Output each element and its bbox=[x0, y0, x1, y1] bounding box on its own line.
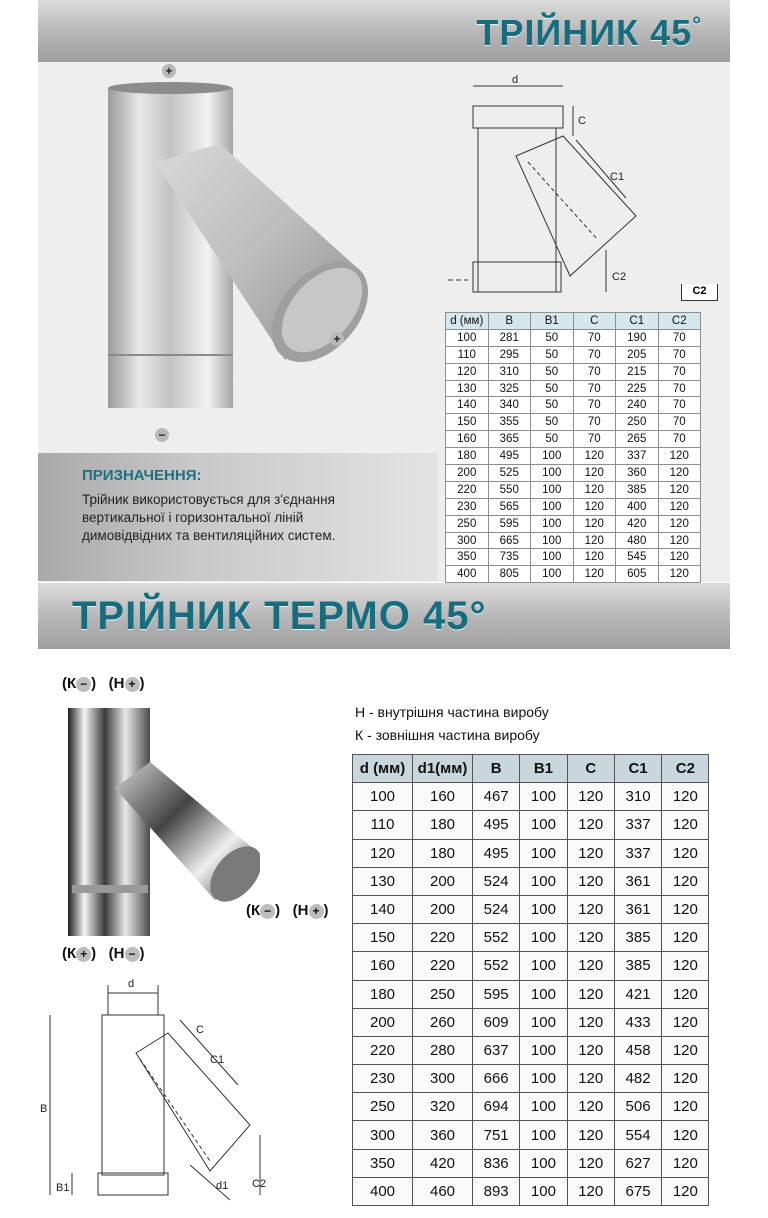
table-cell: 70 bbox=[658, 431, 701, 448]
table-row bbox=[353, 839, 709, 867]
table-cell: 120 bbox=[658, 532, 701, 549]
table-cell: 200 bbox=[413, 867, 473, 895]
table-cell: 260 bbox=[413, 1008, 473, 1036]
table-cell: 545 bbox=[616, 549, 659, 566]
table-cell: 120 bbox=[658, 465, 701, 482]
table-cell: 480 bbox=[616, 532, 659, 549]
table-cell: 495 bbox=[488, 448, 531, 465]
table-cell: 735 bbox=[488, 549, 531, 566]
table-cell: 120 bbox=[567, 924, 614, 952]
table-row bbox=[353, 1065, 709, 1093]
purpose-text: Трійник використовується для з'єднання вертикальної і горизонтальної ліній димовідвідних та вентиляційних систем. bbox=[82, 492, 336, 543]
table-cell: 70 bbox=[658, 414, 701, 431]
table-cell: 100 bbox=[520, 1177, 567, 1205]
table-cell: 350 bbox=[446, 549, 489, 566]
table-cell: 100 bbox=[520, 811, 567, 839]
drawing1-label-d: d bbox=[512, 74, 519, 86]
drawing2-label-b: B bbox=[40, 1103, 48, 1115]
table-cell: 361 bbox=[614, 867, 661, 895]
table-cell: 205 bbox=[616, 346, 659, 363]
minus-sign: − bbox=[260, 904, 275, 919]
table-cell: 150 bbox=[446, 414, 489, 431]
tee-product-image bbox=[100, 70, 380, 450]
table-cell: 120 bbox=[662, 867, 709, 895]
table-cell: 250 bbox=[446, 515, 489, 532]
table-cell: 310 bbox=[614, 783, 661, 811]
table-cell: 100 bbox=[520, 867, 567, 895]
table-row bbox=[446, 532, 701, 549]
table-cell: 552 bbox=[473, 952, 520, 980]
table-cell: 130 bbox=[353, 867, 413, 895]
table-cell: 230 bbox=[446, 498, 489, 515]
table-cell: 70 bbox=[658, 397, 701, 414]
table-cell: 893 bbox=[473, 1177, 520, 1205]
table-cell: 805 bbox=[488, 566, 531, 583]
table-cell: 120 bbox=[567, 1177, 614, 1205]
table-cell: 751 bbox=[473, 1121, 520, 1149]
table-cell: 70 bbox=[573, 329, 616, 346]
table-cell: 250 bbox=[616, 414, 659, 431]
table-row bbox=[446, 380, 701, 397]
table-cell: 120 bbox=[353, 839, 413, 867]
table-row bbox=[353, 1093, 709, 1121]
table-cell: 120 bbox=[567, 952, 614, 980]
table-cell: 120 bbox=[662, 1036, 709, 1064]
t2-header-cell: B1 bbox=[520, 755, 567, 783]
table-cell: 525 bbox=[488, 465, 531, 482]
table-row bbox=[446, 566, 701, 583]
table-cell: 120 bbox=[567, 867, 614, 895]
table-cell: 120 bbox=[662, 924, 709, 952]
table-cell: 220 bbox=[446, 481, 489, 498]
table-cell: 524 bbox=[473, 867, 520, 895]
table-row bbox=[353, 1036, 709, 1064]
table-cell: 225 bbox=[616, 380, 659, 397]
c2-label-box: C2 bbox=[681, 284, 718, 301]
table-cell: 120 bbox=[573, 465, 616, 482]
table-cell: 300 bbox=[353, 1121, 413, 1149]
label-k-plus-h-minus-bottom: (К + ) (Н − ) bbox=[62, 945, 145, 962]
thermo-tee-technical-drawing bbox=[40, 975, 280, 1205]
table-cell: 100 bbox=[531, 448, 574, 465]
table-cell: 421 bbox=[614, 980, 661, 1008]
table-cell: 295 bbox=[488, 346, 531, 363]
table-cell: 300 bbox=[446, 532, 489, 549]
t2-header-cell: C1 bbox=[614, 755, 661, 783]
table-cell: 70 bbox=[573, 414, 616, 431]
table-cell: 160 bbox=[446, 431, 489, 448]
table-cell: 70 bbox=[658, 363, 701, 380]
table-cell: 70 bbox=[573, 380, 616, 397]
table-cell: 665 bbox=[488, 532, 531, 549]
table-cell: 70 bbox=[658, 346, 701, 363]
table-cell: 50 bbox=[531, 431, 574, 448]
table-cell: 495 bbox=[473, 811, 520, 839]
table-cell: 120 bbox=[446, 363, 489, 380]
table-cell: 100 bbox=[531, 532, 574, 549]
t1-header-cell: C1 bbox=[616, 313, 659, 330]
table-cell: 50 bbox=[531, 414, 574, 431]
table-cell: 320 bbox=[413, 1093, 473, 1121]
table-cell: 100 bbox=[531, 481, 574, 498]
table-row bbox=[446, 498, 701, 515]
table-cell: 180 bbox=[446, 448, 489, 465]
table-cell: 100 bbox=[520, 783, 567, 811]
table-row bbox=[353, 924, 709, 952]
table-cell: 180 bbox=[413, 811, 473, 839]
table-cell: 100 bbox=[520, 924, 567, 952]
t2-header-cell: B bbox=[473, 755, 520, 783]
table-row bbox=[353, 1008, 709, 1036]
drawing2-label-c: C bbox=[196, 1024, 204, 1036]
plus-sign: + bbox=[125, 677, 140, 692]
table-cell: 100 bbox=[520, 895, 567, 923]
table-cell: 280 bbox=[413, 1036, 473, 1064]
table-cell: 120 bbox=[573, 566, 616, 583]
table-cell: 100 bbox=[531, 566, 574, 583]
table-row bbox=[446, 363, 701, 380]
table-cell: 337 bbox=[616, 448, 659, 465]
table-cell: 385 bbox=[616, 481, 659, 498]
table-cell: 120 bbox=[658, 498, 701, 515]
plus-sign: + bbox=[309, 904, 324, 919]
table-cell: 230 bbox=[353, 1065, 413, 1093]
table-cell: 400 bbox=[353, 1177, 413, 1205]
table-cell: 250 bbox=[413, 980, 473, 1008]
t1-header-cell: B bbox=[488, 313, 531, 330]
table-cell: 220 bbox=[413, 952, 473, 980]
table-cell: 110 bbox=[353, 811, 413, 839]
table-cell: 50 bbox=[531, 329, 574, 346]
table-row bbox=[446, 414, 701, 431]
table-row bbox=[446, 448, 701, 465]
legend-k: К - зовнішня частина виробу bbox=[355, 727, 540, 743]
table-cell: 160 bbox=[413, 783, 473, 811]
table-cell: 400 bbox=[446, 566, 489, 583]
table-cell: 400 bbox=[616, 498, 659, 515]
table-cell: 355 bbox=[488, 414, 531, 431]
table-cell: 100 bbox=[520, 1008, 567, 1036]
table-row bbox=[353, 811, 709, 839]
table-cell: 310 bbox=[488, 363, 531, 380]
table-cell: 110 bbox=[446, 346, 489, 363]
table-row bbox=[446, 346, 701, 363]
drawing1-label-c1: C1 bbox=[610, 171, 625, 183]
table-row bbox=[353, 783, 709, 811]
table-row bbox=[446, 465, 701, 482]
table-cell: 265 bbox=[616, 431, 659, 448]
table-cell: 420 bbox=[616, 515, 659, 532]
table-cell: 100 bbox=[531, 465, 574, 482]
table-cell: 120 bbox=[567, 1149, 614, 1177]
table-cell: 120 bbox=[567, 1121, 614, 1149]
table-cell: 337 bbox=[614, 811, 661, 839]
table-cell: 160 bbox=[353, 952, 413, 980]
label-k-minus-h-plus-top: (К − ) (Н + ) bbox=[62, 675, 145, 692]
table-cell: 120 bbox=[567, 1065, 614, 1093]
table-cell: 215 bbox=[616, 363, 659, 380]
table-cell: 524 bbox=[473, 895, 520, 923]
table-cell: 120 bbox=[573, 515, 616, 532]
table-cell: 120 bbox=[662, 980, 709, 1008]
table-row bbox=[446, 549, 701, 566]
minus-sign: − bbox=[125, 947, 140, 962]
table-cell: 100 bbox=[520, 1065, 567, 1093]
table-cell: 675 bbox=[614, 1177, 661, 1205]
minus-sign: − bbox=[76, 677, 91, 692]
drawing2-label-d1: d1 bbox=[216, 1180, 229, 1192]
t2-header-cell: C bbox=[567, 755, 614, 783]
table-cell: 100 bbox=[531, 498, 574, 515]
table-cell: 385 bbox=[614, 924, 661, 952]
table-cell: 70 bbox=[658, 329, 701, 346]
table-row bbox=[353, 952, 709, 980]
table-cell: 50 bbox=[531, 363, 574, 380]
table-cell: 120 bbox=[658, 448, 701, 465]
table-row bbox=[446, 481, 701, 498]
table-cell: 200 bbox=[446, 465, 489, 482]
table-cell: 100 bbox=[520, 1093, 567, 1121]
tee-technical-drawing bbox=[448, 70, 678, 302]
table-cell: 460 bbox=[413, 1177, 473, 1205]
table-cell: 120 bbox=[662, 952, 709, 980]
t2-header-cell: d (мм) bbox=[353, 755, 413, 783]
drawing2-label-b1: B1 bbox=[56, 1182, 70, 1194]
table-cell: 220 bbox=[413, 924, 473, 952]
table-cell: 100 bbox=[531, 549, 574, 566]
table-cell: 190 bbox=[616, 329, 659, 346]
table-cell: 120 bbox=[573, 448, 616, 465]
table-cell: 120 bbox=[662, 839, 709, 867]
table-cell: 350 bbox=[353, 1149, 413, 1177]
table-cell: 495 bbox=[473, 839, 520, 867]
table-cell: 433 bbox=[614, 1008, 661, 1036]
table-row bbox=[353, 867, 709, 895]
table-cell: 120 bbox=[662, 895, 709, 923]
table-cell: 100 bbox=[531, 515, 574, 532]
table-cell: 120 bbox=[662, 811, 709, 839]
table-cell: 120 bbox=[658, 566, 701, 583]
table-cell: 595 bbox=[488, 515, 531, 532]
table-cell: 180 bbox=[413, 839, 473, 867]
table-cell: 100 bbox=[353, 783, 413, 811]
table-row bbox=[353, 1177, 709, 1205]
section2-spec-table bbox=[352, 754, 709, 1206]
table-cell: 605 bbox=[616, 566, 659, 583]
table-cell: 70 bbox=[573, 346, 616, 363]
table-cell: 482 bbox=[614, 1065, 661, 1093]
table-cell: 365 bbox=[488, 431, 531, 448]
t1-header-cell: B1 bbox=[531, 313, 574, 330]
t1-header-cell: d (мм) bbox=[446, 313, 489, 330]
table-cell: 120 bbox=[573, 498, 616, 515]
table-cell: 627 bbox=[614, 1149, 661, 1177]
table-cell: 140 bbox=[446, 397, 489, 414]
table-cell: 100 bbox=[520, 1149, 567, 1177]
table-cell: 70 bbox=[658, 380, 701, 397]
table-cell: 554 bbox=[614, 1121, 661, 1149]
plus-sign-top: + bbox=[162, 64, 176, 78]
section1-spec-table bbox=[445, 312, 701, 583]
drawing1-label-c: C bbox=[578, 115, 586, 127]
drawing1-label-c2: C2 bbox=[612, 271, 627, 283]
t1-header-cell: C bbox=[573, 313, 616, 330]
table-cell: 666 bbox=[473, 1065, 520, 1093]
table-cell: 120 bbox=[567, 1093, 614, 1121]
table-cell: 281 bbox=[488, 329, 531, 346]
table-cell: 120 bbox=[573, 549, 616, 566]
table-cell: 120 bbox=[567, 980, 614, 1008]
drawing2-label-d: d bbox=[128, 978, 135, 990]
table-row bbox=[353, 1149, 709, 1177]
table-cell: 637 bbox=[473, 1036, 520, 1064]
table-cell: 120 bbox=[567, 1008, 614, 1036]
table-cell: 120 bbox=[567, 895, 614, 923]
label-k-minus-h-plus-branch: (К − ) (Н + ) bbox=[246, 902, 329, 919]
table-cell: 220 bbox=[353, 1036, 413, 1064]
table-cell: 50 bbox=[531, 380, 574, 397]
table-cell: 130 bbox=[446, 380, 489, 397]
thermo-tee-product-image bbox=[60, 700, 260, 940]
table-cell: 595 bbox=[473, 980, 520, 1008]
table-row bbox=[446, 431, 701, 448]
table-row bbox=[446, 515, 701, 532]
table-cell: 180 bbox=[353, 980, 413, 1008]
table-cell: 120 bbox=[662, 1121, 709, 1149]
table-cell: 300 bbox=[413, 1065, 473, 1093]
table-cell: 325 bbox=[488, 380, 531, 397]
table-cell: 120 bbox=[662, 1065, 709, 1093]
minus-sign-bottom: − bbox=[155, 428, 169, 442]
drawing2-label-c1: C1 bbox=[210, 1054, 225, 1066]
table-cell: 120 bbox=[662, 1008, 709, 1036]
t1-header-cell: C2 bbox=[658, 313, 701, 330]
table-cell: 120 bbox=[567, 1036, 614, 1064]
table-row bbox=[446, 397, 701, 414]
plus-sign-branch: + bbox=[330, 332, 344, 346]
t2-header-cell: C2 bbox=[662, 755, 709, 783]
table-cell: 70 bbox=[573, 397, 616, 414]
table-cell: 240 bbox=[616, 397, 659, 414]
table-cell: 337 bbox=[614, 839, 661, 867]
table-cell: 150 bbox=[353, 924, 413, 952]
table-cell: 120 bbox=[662, 1177, 709, 1205]
table-cell: 100 bbox=[520, 1036, 567, 1064]
table-cell: 140 bbox=[353, 895, 413, 923]
table-cell: 609 bbox=[473, 1008, 520, 1036]
table-cell: 360 bbox=[413, 1121, 473, 1149]
table-row bbox=[353, 895, 709, 923]
table-cell: 120 bbox=[662, 783, 709, 811]
table-cell: 552 bbox=[473, 924, 520, 952]
table-cell: 100 bbox=[520, 980, 567, 1008]
table-cell: 200 bbox=[353, 1008, 413, 1036]
section1-title: ТРІЙНИК 45° bbox=[476, 12, 702, 53]
table-cell: 565 bbox=[488, 498, 531, 515]
table-cell: 50 bbox=[531, 397, 574, 414]
table-cell: 385 bbox=[614, 952, 661, 980]
table-row bbox=[446, 329, 701, 346]
table-cell: 340 bbox=[488, 397, 531, 414]
table-cell: 50 bbox=[531, 346, 574, 363]
table-cell: 120 bbox=[567, 811, 614, 839]
table-cell: 506 bbox=[614, 1093, 661, 1121]
table-cell: 70 bbox=[573, 363, 616, 380]
table-cell: 120 bbox=[573, 532, 616, 549]
table-cell: 120 bbox=[658, 549, 701, 566]
t2-header-cell: d1(мм) bbox=[413, 755, 473, 783]
table-cell: 120 bbox=[658, 515, 701, 532]
table-cell: 361 bbox=[614, 895, 661, 923]
table-cell: 458 bbox=[614, 1036, 661, 1064]
table-row bbox=[353, 1121, 709, 1149]
table-cell: 467 bbox=[473, 783, 520, 811]
table-cell: 694 bbox=[473, 1093, 520, 1121]
table-row bbox=[353, 980, 709, 1008]
plus-sign: + bbox=[76, 947, 91, 962]
table-cell: 100 bbox=[520, 839, 567, 867]
table-cell: 250 bbox=[353, 1093, 413, 1121]
table-cell: 420 bbox=[413, 1149, 473, 1177]
table-cell: 120 bbox=[662, 1149, 709, 1177]
table-cell: 360 bbox=[616, 465, 659, 482]
drawing2-label-c2: C2 bbox=[252, 1178, 267, 1190]
table-cell: 200 bbox=[413, 895, 473, 923]
table-cell: 550 bbox=[488, 481, 531, 498]
table-cell: 120 bbox=[662, 1093, 709, 1121]
section2-title: ТРІЙНИК ТЕРМО 45° bbox=[72, 594, 487, 638]
table-cell: 120 bbox=[567, 839, 614, 867]
table-cell: 70 bbox=[573, 431, 616, 448]
table-cell: 120 bbox=[658, 481, 701, 498]
purpose-title: ПРИЗНАЧЕННЯ: bbox=[82, 467, 202, 484]
table-cell: 120 bbox=[573, 481, 616, 498]
table-cell: 100 bbox=[446, 329, 489, 346]
table-cell: 100 bbox=[520, 952, 567, 980]
legend-h: Н - внутрішня частина виробу bbox=[355, 704, 549, 720]
table-cell: 120 bbox=[567, 783, 614, 811]
table-cell: 100 bbox=[520, 1121, 567, 1149]
table-cell: 836 bbox=[473, 1149, 520, 1177]
